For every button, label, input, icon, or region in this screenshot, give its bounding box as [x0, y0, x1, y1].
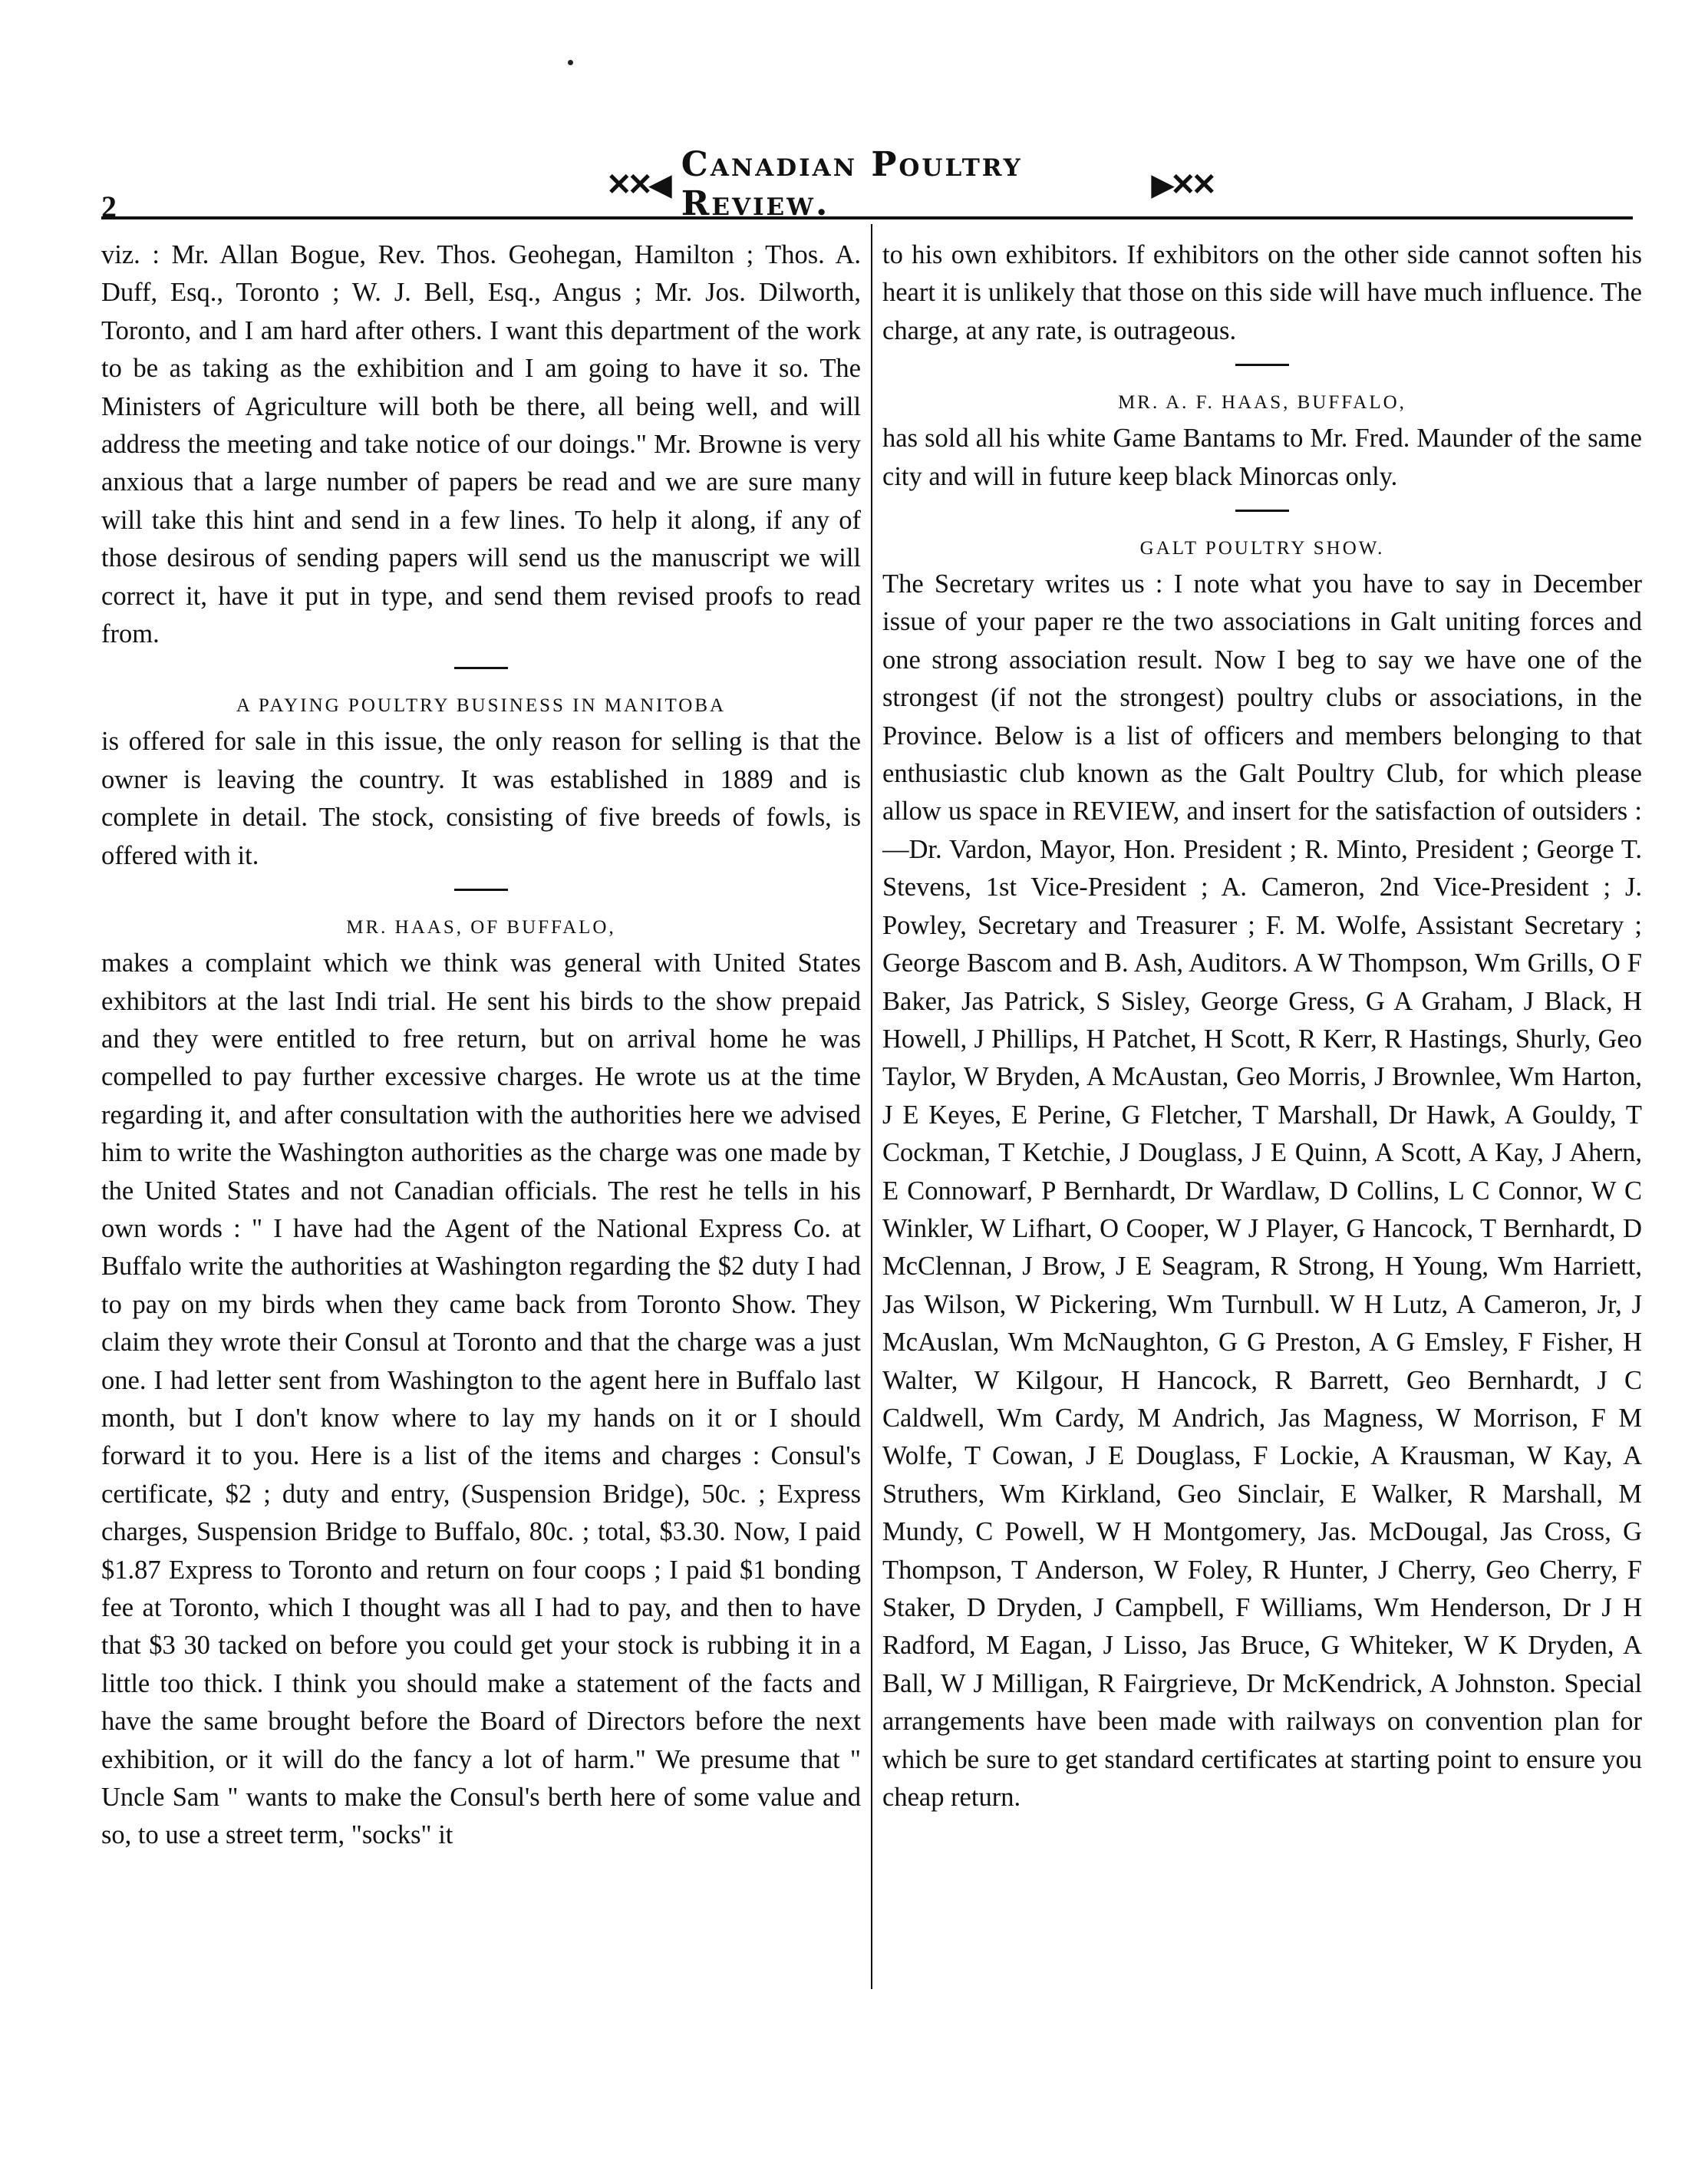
left-paragraph-3: makes a complaint which we think was general with United States exhibitors at the last Indi trial. He sent his birds to the show prepaid and they were entitled to free return, but on arrival home he was compelled to pay further excessive charges. He wrote us at the time regarding it, and after consultation with the authorities here we advised him to write the Washington authorities as the charge was one made by the United States and not Canadian officials. The rest he tells in his own words : " I have had the Agent of the National Express Co. at Buffalo write the authorities at Washington regarding the $2 duty I had to pay on my birds when they came back from Toronto Show. They claim they wrote their Consul at Toronto and that the charge was a just one. I had letter sent from Washington to the agent here in Buffalo last month, but I don't know where to lay my hands on it or I should forward it to you. Here is a list of the items and charges : Consul's certificate, $2 ; duty and entry, (Suspension Bridge), 50c. ; Express charges, Suspension Bridge to Buffalo, 80c. ; total, $3.30. Now, I paid $1.87 Express to Toronto and return on four coops ; I paid $1 bonding fee at Toronto, which I thought was all I had to pay, and then to have that $3 30 tacked on before you could get your stock is rubbing it in a little too thick. I think you should make a statement of the facts and have the same brought before the Board of Directors before the next exhibition, or it will do the fancy a lot of harm." We presume that " Uncle Sam " wants to make the Consul's berth here of some value and so, to use a street term, "socks" it — [101, 948, 861, 1850]
section-heading-af-haas: MR. A. F. HAAS, BUFFALO, — [1118, 392, 1406, 414]
section-separator — [454, 667, 508, 669]
section-heading-manitoba: A PAYING POULTRY BUSINESS IN MANITOBA — [236, 695, 727, 717]
left-column — [101, 236, 861, 2024]
column-divider — [871, 224, 872, 1989]
right-paragraph-1: to his own exhibitors. If exhibitors on the other side cannot soften his heart it is unlikely that those on this side will have much influence. The charge, at any rate, is outrageous. — [882, 240, 1642, 345]
masthead — [606, 145, 1212, 223]
section-heading-galt: GALT POULTRY SHOW. — [1139, 538, 1385, 559]
ink-speck — [568, 60, 573, 65]
left-paragraph-2: is offered for sale in this issue, the only reason for selling is that the owner is leaving the country. It was established in 1889 and is complete in detail. The stock, consisting of five breeds of fowls, is offered with it. — [101, 727, 861, 870]
right-paragraph-2: has sold all his white Game Bantams to Mr. Fred. Maunder of the same city and will in future keep black Minorcas only. — [882, 424, 1642, 491]
section-separator — [1235, 364, 1289, 366]
masthead-title: Canadian Poultry Review. — [681, 145, 1023, 223]
right-column — [882, 236, 1642, 2024]
section-separator — [1235, 510, 1289, 512]
right-paragraph-3: The Secretary writes us : I note what you have to say in December issue of your paper re the two associations in Galt uniting forces and one strong association result. Now I beg to say we have one of the strongest (if not the strongest) poultry clubs or associations, in the Province. Below is a list of officers and members belonging to that enthusiastic club known as the Galt Poultry Club, for which please allow us space in REVIEW, and insert for the satisfaction of outsiders :—Dr. Vardon, Mayor, Hon. President ; R. Minto, President ; George T. Stevens, 1st Vice-President ; A. Cameron, 2nd Vice-President ; J. Powley, Secretary and Treasurer ; F. M. Wolfe, Assistant Secretary ; George Bascom and B. Ash, Auditors. A W Thompson, Wm Grills, O F Baker, Jas Patrick, S Sisley, George Gress, G A Graham, J Black, H Howell, J Phillips, H Patchet, H Scott, R Kerr, R Hastings, Shurly, Geo Taylor, W Bryden, A McAustan, Geo Morris, J Brownlee, Wm Harton, J E Keyes, E Perine, G Fletcher, T Marshall, Dr Hawk, A Gouldy, T Cockman, T Ketchie, J Douglass, J E Quinn, A Scott, A Kay, J Ahern, E Connowarf, P Bernhardt, Dr Wardlaw, D Collins, L C Connor, W C Winkler, W Lifhart, O Cooper, W J Player, G Hancock, T Bernhardt, D McClennan, J Brow, J E Seagram, R Strong, H Young, Wm Harriett, Jas Wilson, W Pickering, Wm Turnbull. W H Lutz, A Cameron, Jr, J McAuslan, Wm McNaughton, G G Preston, A G Emsley, F Fisher, H Walter, W Kilgour, H Hancock, R Barrett, Geo Bernhardt, J C Caldwell, Wm Cardy, M Andrich, Jas Magness, W Morrison, F M Wolfe, T Cowan, J E Douglass, F Lockie, A Krausman, W Kay, A Struthers, Wm Kirkland, Geo Sinclair, E Walker, R Marshall, M Mundy, C Powell, W H Montgomery, Jas. McDougal, Jas Cross, G Thompson, T Anderson, W Foley, R Hunter, J Cherry, Geo Cherry, F Staker, D Dryden, J Campbell, F Williams, Wm Henderson, Dr J H Radford, M Eagan, J Lisso, Jas Bruce, G Whiteker, W K Dryden, A Ball, W J Milligan, R Fairgrieve, Dr McKendrick, A Johnston. Special arrangements have been made with railways on convention plan for which be sure to get standard certificates at starting point to ensure you cheap return. — [882, 569, 1642, 1813]
page-number: 2 — [101, 190, 117, 224]
section-heading-haas: MR. HAAS, OF BUFFALO, — [346, 917, 616, 939]
left-ornament-icon: ✕✕◀ — [606, 167, 668, 202]
section-separator — [454, 889, 508, 891]
right-ornament-icon: ▶✕✕ — [1151, 167, 1212, 202]
header-rule — [101, 216, 1633, 219]
left-paragraph-1: viz. : Mr. Allan Bogue, Rev. Thos. Geohegan, Hamilton ; Thos. A. Duff, Esq., Toronto ; W. J. Bell, Esq., Angus ; Mr. Jos. Dilworth, Toronto, and I am hard after others. I want this department of the work to be as taking as the exhibition and I am going to have it so. The Ministers of Agriculture will both be there, all being well, and will address the meeting and take notice of our doings." Mr. Browne is very anxious that a large number of papers be read and we are sure many will take this hint and send in a few lines. To help it along, if any of those desirous of sending papers will send us the manuscript we will correct it, have it put in type, and send them revised proofs to read from. — [101, 240, 861, 649]
